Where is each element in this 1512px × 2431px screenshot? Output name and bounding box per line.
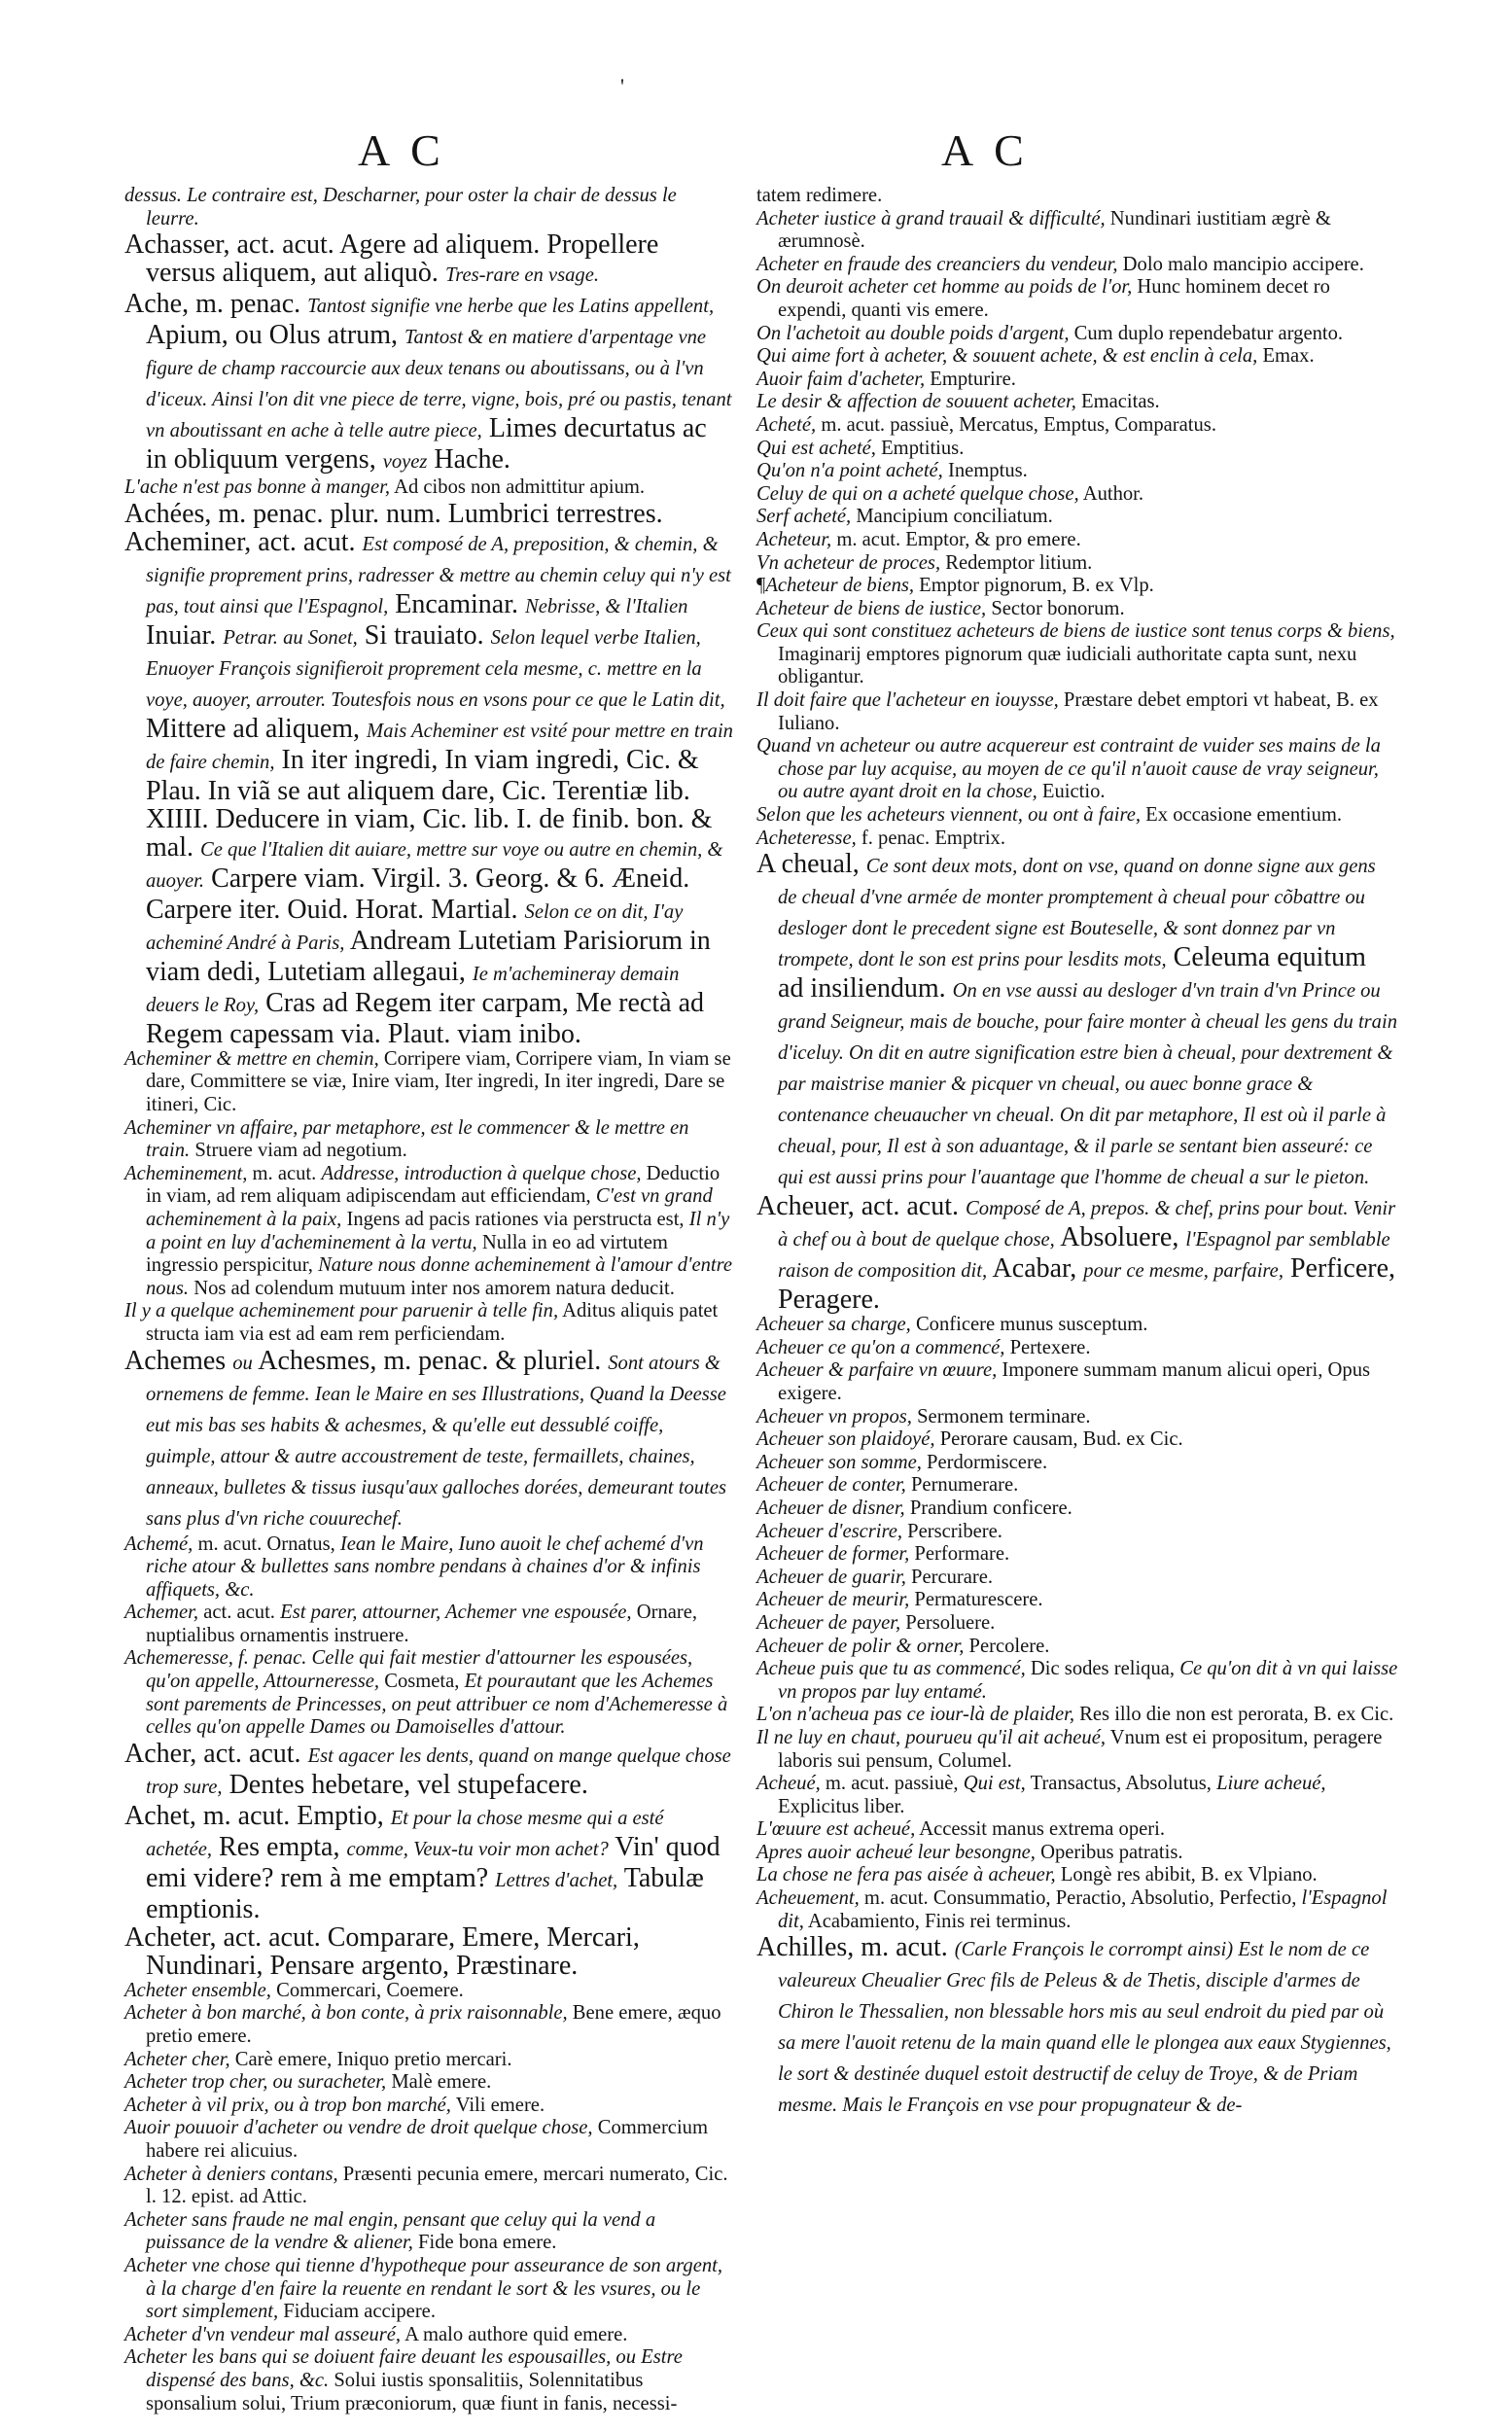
dictionary-entry: L'œuure est acheué, Accessit manus extrema operi.	[756, 1818, 1165, 1841]
dictionary-entry: Acheté, m. acut. passiuè, Mercatus, Emptus, Comparatus.	[756, 413, 1216, 436]
dictionary-entry: Celuy de qui on a acheté quelque chose, Author.	[756, 482, 1144, 505]
dictionary-entry: Acheteur, m. acut. Emptor, & pro emere.	[756, 528, 1081, 550]
dictionary-entry: Acheuer de guarir, Percurare.	[756, 1566, 994, 1588]
dictionary-entry: Acheminer vn affaire, par metaphore, est le commencer & le mettre en train. Struere viam ad negotium.	[124, 1116, 689, 1162]
dictionary-entry: Acheter à bon marché, à bon conte, à prix raisonnable, Bene emere, æquo pretio emere.	[124, 2002, 721, 2048]
dictionary-entry: L'ache n'est pas bonne à manger, Ad cibos non admittitur apium.	[124, 476, 646, 499]
dictionary-entry: Acher, act. acut. Est agacer les dents, quand on mange quelque chose trop sure, Dentes hebetare, vel stupefacere.	[124, 1738, 731, 1800]
dictionary-entry: Achilles, m. acut. (Carle François le corrompt ainsi) Est le nom de ce valeureux Cheualier Grec fils de Peleus & de Thetis, disciple d'armes de Chiron le Thessalien, non blessable hors mis au seul endroit du pied par où sa mere l'auoit retenu de la main quand elle le plongea aux eaux Stygiennes, le sort & destinée duquel estoit destructif de celuy de Troye, & de Priam mesme. Mais le François en vse pour propugnateur & de-	[756, 1932, 1391, 2117]
dictionary-entry: Acheuer & parfaire vn œuure, Imponere summam manum alicui operi, Opus exigere.	[756, 1359, 1371, 1404]
dictionary-entry: Achées, m. penac. plur. num. Lumbrici terrestres.	[124, 498, 663, 529]
dictionary-entry: Acheminer & mettre en chemin, Corripere viam, Corripere viam, In viam se dare, Committere se viæ, Inire viam, Iter ingredi, In iter ingredi, Dare se itineri, Cic.	[124, 1047, 731, 1115]
dictionary-entry: Il y a quelque acheminement pour paruenir à telle fin, Aditus aliquis patet structa iam via est ad eam rem perficiendam.	[124, 1300, 719, 1345]
left-column	[124, 185, 733, 2415]
dictionary-entry: Auoir faim d'acheter, Empturire.	[756, 368, 1016, 390]
dictionary-entry: Il doit faire que l'acheteur en iouysse, Præstare debet emptori vt habeat, B. ex Iuliano.	[756, 689, 1379, 734]
dictionary-entry: L'on n'acheua pas ce iour-là de plaider, Res illo die non est perorata, B. ex Cic.	[756, 1704, 1394, 1726]
dictionary-entry: Achemes ou Achesmes, m. penac. & pluriel. Sont atours & ornemens de femme. Iean le Maire en ses Illustrations, Quand la Deesse eut mis bas ses habits & achesmes, & qu'elle eut dessublé coiffe, guimple, attour & autre accoustrement de teste, fermaillets, chaines, anneaux, bulletes & tissus iusqu'aux galloches dorées, demeurant toutes sans plus d'vn riche couurechef.	[124, 1345, 726, 1530]
dictionary-entry: Auoir pouuoir d'acheter ou vendre de droit quelque chose, Commercium habere rei alicuius.	[124, 2117, 708, 2162]
dictionary-entry: Achet, m. acut. Emptio, Et pour la chose mesme qui a esté achetée, Res empta, comme, Veux-tu voir mon achet? Vin' quod emi videre? rem à me emptam? Lettres d'achet, Tabulæ emptionis.	[124, 1800, 721, 1924]
dictionary-entry: Achasser, act. acut. Agere ad aliquem. Propellere versus aliquem, aut aliquò. Tres-rare en vsage.	[124, 229, 659, 289]
dictionary-entry: La chose ne fera pas aisée à acheuer, Longè res abibit, B. ex Vlpiano.	[756, 1864, 1318, 1886]
dictionary-entry: Acheuer de payer, Persoluere.	[756, 1611, 996, 1634]
running-header-right: A C	[941, 125, 1030, 175]
dictionary-entry: Acheter vne chose qui tienne d'hypotheque pour asseurance de son argent, à la charge d'en faire la reuente en rendant le sort & les vsures, ou le sort simplement, Fiduciam accipere.	[124, 2254, 722, 2323]
dictionary-entry: Acheter iustice à grand trauail & difficulté, Nundinari iustitiam ægrè & ærumnosè.	[756, 207, 1331, 253]
dictionary-entry: On deuroit acheter cet homme au poids de l'or, Hunc hominem decet ro expendi, quanti vis emere.	[756, 276, 1330, 321]
dictionary-entry: Achemeresse, f. penac. Celle qui fait mestier d'attourner les espousées, qu'on appelle, Attourneresse, Cosmeta, Et pourautant que les Achemes sont parements de Princesses, on peut attribuer ce nom d'Achemeresse à celles qu'on appelle Dames ou Damoiselles d'attour.	[124, 1647, 728, 1739]
right-column	[756, 185, 1398, 2120]
dictionary-entry: Ceux qui sont constituez acheteurs de biens de iustice sont tenus corps & biens, Imaginarij emptores pignorum quæ iudiciali authoritate capta sunt, nexu obligantur.	[756, 620, 1395, 688]
dictionary-entry: tatem redimere.	[756, 185, 883, 206]
dictionary-entry: Acheuer de meurir, Permaturescere.	[756, 1589, 1043, 1611]
dictionary-entry: Serf acheté, Mancipium conciliatum.	[756, 506, 1053, 528]
dictionary-entry: Acheuer de polir & orner, Percolere.	[756, 1635, 1050, 1657]
dictionary-entry: Acheter cher, Carè emere, Iniquo pretio mercari.	[124, 2048, 512, 2070]
dictionary-entry: Quand vn acheteur ou autre acquereur est contraint de vuider ses mains de la chose par luy acquise, au moyen de ce qu'il n'auoit cause de vray seigneur, ou autre ayant droit en la chose, Euictio.	[756, 735, 1381, 803]
dictionary-entry: Vn acheteur de proces, Redemptor litium.	[756, 551, 1093, 574]
dictionary-entry: Acheué, m. acut. passiuè, Qui est, Transactus, Absolutus, Liure acheué, Explicitus liber.	[756, 1773, 1326, 1817]
dictionary-entry: Acheuer, act. acut. Composé de A, prepos. & chef, prins pour bout. Venir à chef ou à bout de quelque chose, Absoluere, l'Espagnol par semblable raison de composition dit, Acabar, pour ce mesme, parfaire, Perficere, Peragere.	[756, 1191, 1396, 1316]
dictionary-entry: Acheuer sa charge, Conficere munus susceptum.	[756, 1314, 1148, 1336]
dictionary-entry: Qui est acheté, Emptitius.	[756, 437, 965, 459]
dictionary-entry: Le desir & affection de souuent acheter, Emacitas.	[756, 391, 1160, 413]
dictionary-entry: Acheter d'vn vendeur mal asseuré, A malo authore quid emere.	[124, 2323, 628, 2345]
dictionary-entry: Acheminement, m. acut. Addresse, introduction à quelque chose, Deductio in viam, ad rem aliquam adipiscendam aut efficiendam, C'est vn grand acheminement à la paix, Ingens ad pacis rationes via perstructa est, Il n'y a point en luy d'acheminement à la vertu, Nulla in eo ad virtutem ingressio perspicitur, Nature nous donne acheminement à l'amour d'entre nous. Nos ad colendum mutuum inter nos amorem natura deducit.	[124, 1162, 733, 1299]
dictionary-entry: Ache, m. penac. Tantost signifie vne herbe que les Latins appellent, Apium, ou Olus atrum, Tantost & en matiere d'arpentage vne figure de champ raccourcie aux deux tenans ou aboutissans, ou à l'vn d'iceux. Ainsi l'on dit vne piece de terre, vigne, bois, pré ou pastis, tenant vn aboutissant en ache à telle autre piece, Limes decurtatus ac in obliquum vergens, voyez Hache.	[124, 289, 732, 476]
dictionary-entry: Achemé, m. acut. Ornatus, Iean le Maire, Iuno auoit le chef achemé d'vn riche atour & bullettes sans nombre pendans à chaines d'or & infinis affiquets, &c.	[124, 1533, 704, 1601]
dictionary-entry: Acheuer vn propos, Sermonem terminare.	[756, 1405, 1091, 1427]
dictionary-entry: Acheter les bans qui se doiuent faire deuant les espousailles, ou Estre dispensé des bans, &c. Solui iustis sponsalitiis, Solennitatibus sponsalium solui, Trium præconiorum, quæ fiunt in fanis, necessi-	[124, 2346, 683, 2414]
dictionary-entry: Acheter à deniers contans, Præsenti pecunia emere, mercari numerato, Cic. l. 12. epist. ad Attic.	[124, 2163, 728, 2208]
dictionary-entry: Qu'on n'a point acheté, Inemptus.	[756, 460, 1028, 482]
dictionary-entry: Qui aime fort à acheter, & souuent achete, & est enclin à cela, Emax.	[756, 345, 1315, 368]
dictionary-entry: Acheter sans fraude ne mal engin, pensant que celuy qui la vend a puissance de la vendre & aliener, Fide bona emere.	[124, 2208, 656, 2254]
dictionary-entry: Acheuer d'escrire, Perscribere.	[756, 1520, 1002, 1542]
dictionary-entry: Acheue puis que tu as commencé, Dic sodes reliqua, Ce qu'on dit à vn qui laisse vn propos par luy entamé.	[756, 1658, 1398, 1703]
dictionary-entry: Acheuer de conter, Pernumerare.	[756, 1474, 1019, 1497]
dictionary-entry: Selon que les acheteurs viennent, ou ont à faire, Ex occasione ementium.	[756, 804, 1343, 827]
dictionary-entry: Acheuer de former, Performare.	[756, 1543, 1010, 1566]
dictionary-entry: A cheual, Ce sont deux mots, dont on vse, quand on donne signe aux gens de cheual d'vne armée de monter promptement à cheual pour cõbattre ou desloger dont le precedent signe est Bouteselle, & sont donnez par vn trompete, dont le son est prins pour lesdits mots, Celeuma equitum ad insiliendum. On en vse aussi au desloger d'vn train d'vn Prince ou grand Seigneur, mais de bouche, pour faire monter à cheual les gens du train d'iceluy. On dit en autre signification estre bien à cheual, pour dextrement & par maistrise manier & picquer vn cheual, ou auec bonne grace & contenance cheuaucher vn cheual. On dit par metaphore, Il est où il parle à cheual, pour, Il est à son aduantage, & il parle se sentant bien asseuré: ce qui est aussi prins pour l'auantage que l'homme de cheual a sur le pieton.	[756, 849, 1397, 1189]
dictionary-entry: Acheter en fraude des creanciers du vendeur, Dolo malo mancipio accipere.	[756, 253, 1364, 275]
dictionary-entry: Acheter ensemble, Commercari, Coemere.	[124, 1979, 464, 2001]
dictionary-entry: On l'achetoit au double poids d'argent, Cum duplo rependebatur argento.	[756, 322, 1344, 344]
dictionary-entry: Acheuer de disner, Prandium conficere.	[756, 1497, 1072, 1519]
dictionary-entry: Acheuement, m. acut. Consummatio, Peractio, Absolutio, Perfectio, l'Espagnol dit, Acabamiento, Finis rei terminus.	[756, 1887, 1388, 1932]
dictionary-entry: Acheuer son plaidoyé, Perorare causam, Bud. ex Cic.	[756, 1428, 1183, 1451]
dictionary-entry: ¶Acheteur de biens, Emptor pignorum, B. ex Vlp.	[756, 575, 1154, 597]
dictionary-entry: Acheter à vil prix, ou à trop bon marché, Vili emere.	[124, 2094, 545, 2116]
dictionary-entry: Acheteur de biens de iustice, Sector bonorum.	[756, 597, 1125, 619]
printer-mark: '	[620, 74, 624, 98]
dictionary-entry: Achemer, act. acut. Est parer, attourner, Achemer vne espousée, Ornare, nuptialibus ornamentis instruere.	[124, 1602, 698, 1646]
running-header-left: A C	[358, 125, 446, 175]
dictionary-entry: Acheter, act. acut. Comparare, Emere, Mercari, Nundinari, Pensare argento, Præstinare.	[124, 1921, 640, 1981]
dictionary-entry: Apres auoir acheué leur besongne, Operibus patratis.	[756, 1841, 1183, 1863]
dictionary-entry: Acheuer son somme, Perdormiscere.	[756, 1451, 1048, 1473]
dictionary-entry: Acheminer, act. acut. Est composé de A, preposition, & chemin, & signifie proprement prins, radresser & mettre au chemin celuy qui n'y est pas, tout ainsi que l'Espagnol, Encaminar. Nebrisse, & l'Italien Inuiar. Petrar. au Sonet, Si trauiato. Selon lequel verbe Italien, Enuoyer François signifieroit proprement cela mesme, c. mettre en la voye, auoyer, arrouter. Toutesfois nous en vsons pour ce que le Latin dit, Mittere ad aliquem, Mais Acheminer est vsité pour mettre en train de faire chemin, In iter ingredi, In viam ingredi, Cic. & Plau. In viã se aut aliquem dare, Cic. Terentiæ lib. XIIII. Deducere in viam, Cic. lib. I. de finib. bon. & mal. Ce que l'Italien dit auiare, mettre sur voye ou autre en chemin, & auoyer. Carpere viam. Virgil. 3. Georg. & 6. Æneid. Carpere iter. Ouid. Horat. Martial. Selon ce on dit, I'ay acheminé André à Paris, Andream Lutetiam Parisiorum in viam dedi, Lutetiam allegaui, Ie m'achemineray demain deuers le Roy, Cras ad Regem iter carpam, Me rectà ad Regem capessam via. Plaut. viam inibo.	[124, 526, 733, 1049]
dictionary-entry: Acheter trop cher, ou suracheter, Malè emere.	[124, 2071, 492, 2094]
dictionary-entry: Il ne luy en chaut, pourueu qu'il ait acheué, Vnum est ei propositum, peragere laboris sui pensum, Columel.	[756, 1726, 1383, 1772]
dictionary-entry: Acheuer ce qu'on a commencé, Pertexere.	[756, 1336, 1091, 1358]
dictionary-entry: Acheteresse, f. penac. Emptrix.	[756, 827, 1005, 849]
dictionary-entry: dessus. Le contraire est, Descharner, pour oster la chair de dessus le leurre.	[124, 185, 677, 229]
